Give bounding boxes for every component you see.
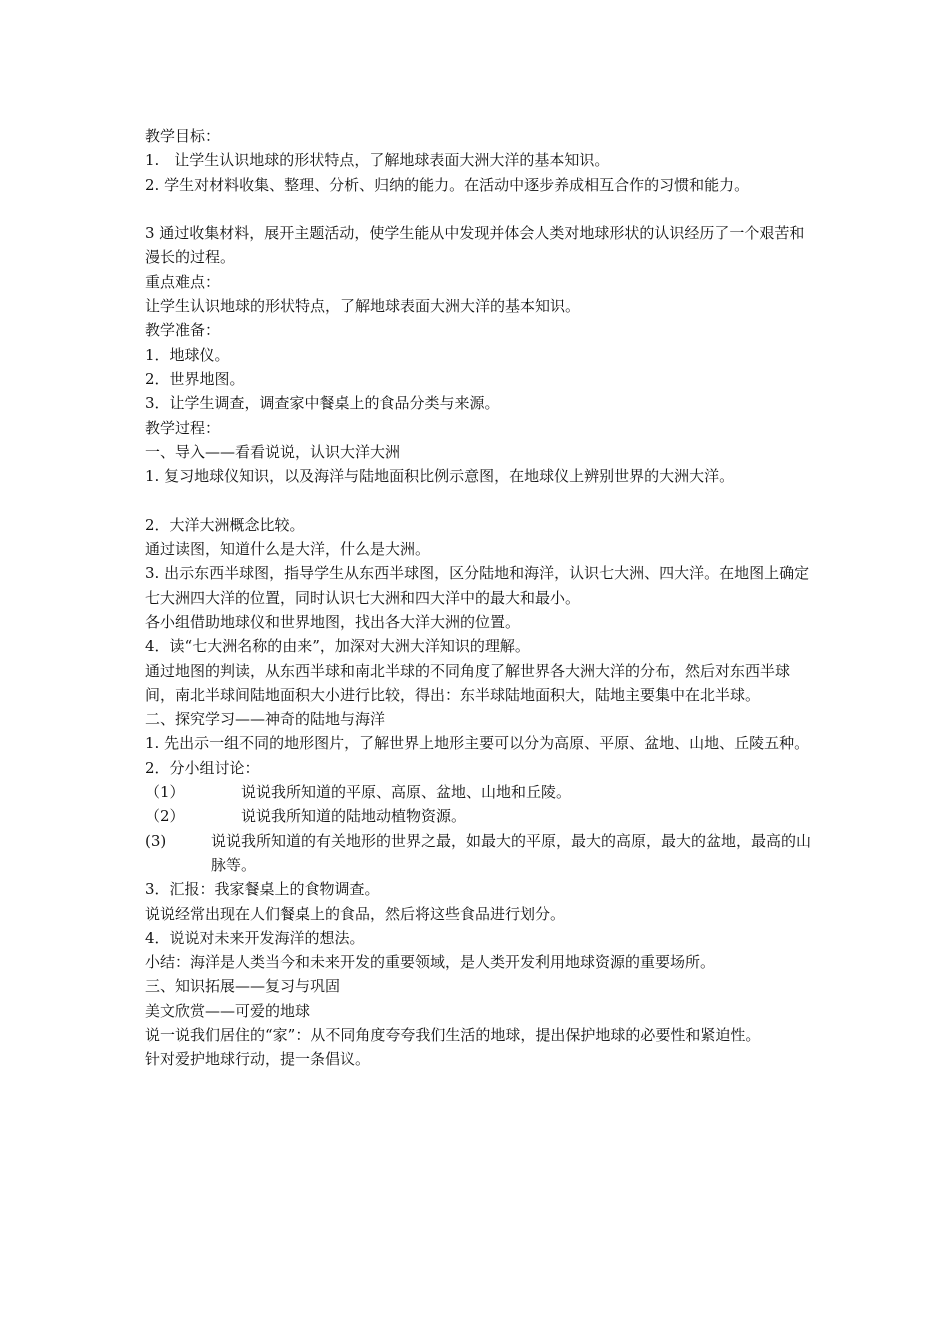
heading-process: 教学过程： <box>145 418 221 437</box>
section-2-item-3-text: 说说经常出现在人们餐桌上的食品，然后将这些食品进行划分。 <box>145 904 566 923</box>
prep-item-2: 2．世界地图。 <box>145 369 245 388</box>
blank-line <box>145 488 815 512</box>
discussion-home: 说一说我们居住的“家”：从不同角度夸夸我们生活的地球，提出保护地球的必要性和紧迫性。 <box>145 1025 761 1044</box>
section-2-item-2: 2．分小组讨论： <box>145 758 260 777</box>
section-1-item-3-text: 各小组借助地球仪和世界地图，找出各大洋大洲的位置。 <box>145 612 521 631</box>
discussion-item-text: 说说我所知道的平原、高原、盆地、山地和丘陵。 <box>241 783 572 802</box>
section-1-item-2: 2．大洋大洲概念比较。 <box>145 515 305 534</box>
goal-item-2: 2. 学生对材料收集、整理、分析、归纳的能力。在活动中逐步养成相互合作的习惯和能力。 <box>145 175 750 194</box>
discussion-item-3 <box>145 829 815 878</box>
prep-item-1: 1．地球仪。 <box>145 345 230 364</box>
discussion-item-number: （2） <box>145 807 185 826</box>
discussion-item-number: （1） <box>145 783 185 802</box>
section-3-title: 三、知识拓展——复习与巩固 <box>145 977 341 996</box>
discussion-item-text: 说说我所知道的有关地形的世界之最，如最大的平原，最大的高原，最大的盆地，最高的山脉等。 <box>211 831 812 874</box>
section-2-item-4: 4．说说对未来开发海洋的想法。 <box>145 928 365 947</box>
section-2-title: 二、探究学习——神奇的陆地与海洋 <box>145 710 386 729</box>
discussion-item-2 <box>145 804 815 828</box>
heading-teaching-goals: 教学目标： <box>145 127 221 145</box>
proposal-text: 针对爱护地球行动，提一条倡议。 <box>145 1050 371 1069</box>
goal-item-3: 3 通过收集材料，展开主题活动，使学生能从中发现并体会人类对地球形状的认识经历了一个艰苦和漫长的过程。 <box>145 224 805 267</box>
section-1-item-3: 3. 出示东西半球图，指导学生从东西半球图，区分陆地和海洋，认识七大洲、四大洋。在地图上确定七大洲四大洋的位置，同时认识七大洲和四大洋中的最大和最小。 <box>145 564 810 607</box>
prep-item-3: 3．让学生调查，调查家中餐桌上的食品分类与来源。 <box>145 394 500 413</box>
section-1-item-2-text: 通过读图，知道什么是大洋，什么是大洲。 <box>145 540 431 559</box>
section-2-item-1: 1. 先出示一组不同的地形图片，了解世界上地形主要可以分为高原、平原、盆地、山地、丘陵五种。 <box>145 734 810 753</box>
heading-key-points: 重点难点： <box>145 272 221 291</box>
essay-appreciation: 美文欣赏——可爱的地球 <box>145 1001 311 1020</box>
goal-item-1: 1. 让学生认识地球的形状特点，了解地球表面大洲大洋的基本知识。 <box>145 151 610 170</box>
section-1-item-4-text: 通过地图的判读，从东西半球和南北半球的不同角度了解世界各大洲大洋的分布，然后对东西半球间，南北半球间陆地面积大小进行比较，得出：东半球陆地面积大，陆地主要集中在北半球。 <box>145 661 791 704</box>
summary-text: 小结：海洋是人类当今和未来开发的重要领域，是人类开发利用地球资源的重要场所。 <box>145 953 716 972</box>
section-1-item-1: 1. 复习地球仪知识，以及海洋与陆地面积比例示意图，在地球仪上辨别世界的大洲大洋。 <box>145 467 735 486</box>
document-body <box>145 124 815 1072</box>
section-2-item-3: 3．汇报：我家餐桌上的食物调查。 <box>145 880 380 899</box>
key-points-text: 让学生认识地球的形状特点，了解地球表面大洲大洋的基本知识。 <box>145 297 581 316</box>
blank-line <box>145 197 815 221</box>
discussion-item-1 <box>145 780 815 804</box>
section-1-item-4: 4．读“七大洲名称的由来”，加深对大洲大洋知识的理解。 <box>145 637 530 656</box>
section-1-title: 一、导入——看看说说，认识大洋大洲 <box>145 442 401 461</box>
discussion-item-text: 说说我所知道的陆地动植物资源。 <box>241 807 467 826</box>
discussion-item-number: (3) <box>145 831 167 850</box>
heading-preparation: 教学准备： <box>145 321 221 340</box>
